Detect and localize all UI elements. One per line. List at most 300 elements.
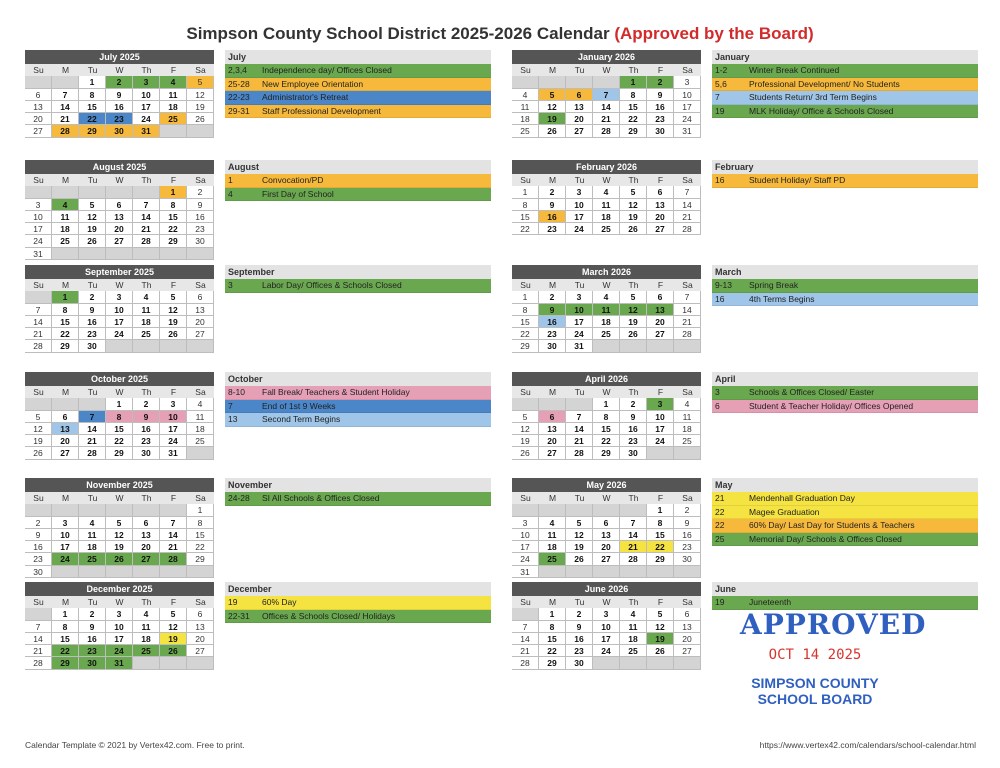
event-row [712,64,978,78]
empty-cell [620,657,647,669]
empty-cell [620,340,647,352]
day-cell: 19 [566,541,593,553]
day-cell: 27 [593,553,620,565]
stamp-line-2: SCHOOL BOARD [757,691,873,707]
weekday-label: Tu [79,279,106,291]
day-cell: 19 [539,113,566,125]
day-cell: 3 [133,76,160,88]
day-cell: 12 [539,101,566,113]
event-row [225,91,491,105]
empty-cell [160,566,187,578]
month-events [712,160,978,188]
day-cell: 21 [25,645,52,657]
day-cell: 15 [106,423,133,435]
day-cell: 30 [79,657,106,669]
day-cell: 27 [133,553,160,565]
month-calendar [512,265,701,353]
day-cell: 27 [647,223,674,235]
month-events [225,582,491,623]
day-cell: 27 [566,125,593,137]
weekday-label: F [160,386,187,398]
event-row [712,105,978,119]
weekday-label: Sa [674,279,701,291]
empty-cell [79,186,106,198]
day-cell: 27 [25,125,52,137]
day-cell: 28 [512,657,539,669]
weekday-label: Su [25,596,52,608]
day-cell: 7 [674,186,701,198]
events-month-heading: April [712,372,978,386]
month-calendar [25,582,214,670]
stamp-word: APPROVED [740,608,927,641]
empty-cell [106,248,133,260]
day-cell: 10 [25,211,52,223]
day-cell: 14 [674,199,701,211]
empty-cell [674,447,701,459]
empty-cell [133,186,160,198]
day-cell: 9 [79,304,106,316]
month-calendar [25,372,214,460]
day-cell: 22 [187,541,214,553]
weekday-label: W [106,174,133,186]
day-cell: 16 [539,316,566,328]
weekday-label: Th [620,64,647,76]
day-cell: 19 [620,316,647,328]
day-cell: 17 [674,101,701,113]
title-text: Simpson County School District 2025-2026 Calendar [186,24,610,43]
day-cell: 27 [106,235,133,247]
day-cell: 10 [566,304,593,316]
day-cell: 9 [539,304,566,316]
day-cell: 19 [106,541,133,553]
weekday-label: Tu [566,386,593,398]
day-cell: 27 [52,447,79,459]
day-cell: 16 [620,423,647,435]
day-cell: 18 [133,633,160,645]
day-cell: 20 [106,223,133,235]
day-cell: 1 [647,504,674,516]
weekday-label: Su [512,492,539,504]
day-cell: 21 [566,435,593,447]
empty-cell [52,398,79,410]
weekday-label: Sa [187,386,214,398]
day-cell: 26 [106,553,133,565]
day-cell: 22 [539,645,566,657]
day-cell: 14 [674,304,701,316]
day-cell: 6 [25,89,52,101]
empty-cell [79,248,106,260]
day-cell: 26 [620,328,647,340]
day-cell: 6 [106,199,133,211]
stamp-date: OCT 14 2025 [768,647,862,663]
day-cell: 15 [52,316,79,328]
month-title: June 2026 [512,582,701,596]
month-events [225,265,491,293]
month-title: January 2026 [512,50,701,64]
weekday-label: W [106,492,133,504]
weekday-label: W [593,492,620,504]
day-cell: 15 [79,101,106,113]
day-cell: 10 [566,199,593,211]
day-cell: 21 [52,113,79,125]
day-cell: 24 [566,223,593,235]
day-grid [512,186,701,235]
day-cell: 7 [25,304,52,316]
weekday-label: Sa [674,64,701,76]
weekday-label: Th [620,279,647,291]
day-cell: 13 [187,621,214,633]
empty-cell [539,504,566,516]
weekday-label: M [52,386,79,398]
weekday-label: W [593,596,620,608]
day-cell: 30 [647,125,674,137]
day-cell: 8 [647,517,674,529]
empty-cell [25,291,52,303]
event-dates: 19 [715,105,725,116]
weekday-label: M [539,492,566,504]
weekday-label: Tu [566,492,593,504]
event-dates: 22 [715,520,725,530]
day-cell: 6 [647,291,674,303]
event-dates: 22-23 [228,92,250,102]
day-cell: 3 [674,76,701,88]
day-cell: 15 [512,316,539,328]
events-month-heading: August [225,160,491,174]
day-cell: 18 [674,423,701,435]
day-cell: 6 [133,517,160,529]
event-row [225,174,491,188]
day-cell: 28 [620,553,647,565]
day-cell: 13 [647,304,674,316]
day-cell: 30 [674,553,701,565]
event-row [225,105,491,119]
events-month-heading: October [225,372,491,386]
day-cell: 14 [79,423,106,435]
day-cell: 16 [566,633,593,645]
day-cell: 1 [79,76,106,88]
day-cell: 14 [25,316,52,328]
day-cell: 28 [52,125,79,137]
day-cell: 2 [539,186,566,198]
empty-cell [25,186,52,198]
weekday-label: Th [620,596,647,608]
event-row [225,78,491,92]
weekday-label: F [647,386,674,398]
day-cell: 1 [593,398,620,410]
day-cell: 9 [106,89,133,101]
empty-cell [674,340,701,352]
day-cell: 17 [160,423,187,435]
footer-link[interactable]: https://www.vertex42.com/calendars/school-calendar.html [759,740,976,750]
day-cell: 2 [187,186,214,198]
event-text: Professional Development/ No Students [749,78,900,89]
day-cell: 29 [512,340,539,352]
event-dates: 22-31 [228,610,250,621]
day-cell: 18 [133,316,160,328]
day-cell: 31 [512,566,539,578]
weekday-label: W [593,64,620,76]
weekday-label: Th [620,174,647,186]
day-cell: 7 [593,89,620,101]
empty-cell [106,186,133,198]
day-cell: 13 [106,211,133,223]
weekday-label: F [647,492,674,504]
day-cell: 17 [133,101,160,113]
empty-cell [133,340,160,352]
day-cell: 7 [79,411,106,423]
day-cell: 23 [106,113,133,125]
event-text: MLK Holiday/ Office & Schools Closed [749,105,894,116]
day-cell: 12 [160,621,187,633]
day-cell: 10 [133,89,160,101]
weekday-header [512,64,701,76]
day-cell: 10 [52,529,79,541]
event-text: 60% Day [262,597,297,607]
weekday-label: Tu [79,386,106,398]
empty-cell [160,340,187,352]
empty-cell [187,248,214,260]
empty-cell [79,504,106,516]
weekday-label: M [539,596,566,608]
day-grid [25,291,214,352]
event-dates: 9-13 [715,280,733,290]
day-cell: 21 [512,645,539,657]
day-cell: 1 [106,398,133,410]
weekday-label: Tu [79,492,106,504]
empty-cell [133,248,160,260]
day-cell: 1 [620,76,647,88]
events-month-heading: March [712,265,978,279]
day-cell: 8 [187,517,214,529]
day-cell: 30 [187,235,214,247]
day-cell: 18 [593,316,620,328]
weekday-label: M [539,279,566,291]
day-cell: 22 [106,435,133,447]
weekday-label: Th [133,596,160,608]
day-cell: 5 [512,411,539,423]
weekday-label: Sa [187,492,214,504]
day-cell: 18 [187,423,214,435]
weekday-label: M [52,596,79,608]
events-month-heading: February [712,160,978,174]
day-cell: 13 [647,199,674,211]
day-cell: 2 [566,608,593,620]
month-calendar [25,265,214,353]
event-text: Juneteenth [749,597,792,607]
empty-cell [539,398,566,410]
day-cell: 3 [160,398,187,410]
day-cell: 4 [512,89,539,101]
event-dates: 4 [228,188,233,199]
day-cell: 23 [620,435,647,447]
event-dates: 3 [228,280,233,290]
weekday-label: Sa [674,174,701,186]
empty-cell [133,657,160,669]
weekday-label: Th [133,64,160,76]
day-cell: 6 [539,411,566,423]
event-row [712,78,978,92]
day-cell: 25 [674,435,701,447]
day-cell: 22 [52,645,79,657]
day-cell: 2 [106,76,133,88]
day-cell: 8 [79,89,106,101]
day-cell: 8 [512,199,539,211]
event-dates: 1 [228,175,233,185]
day-cell: 13 [187,304,214,316]
empty-cell [52,566,79,578]
empty-cell [647,447,674,459]
day-cell: 19 [79,223,106,235]
day-cell: 28 [79,447,106,459]
day-cell: 17 [593,633,620,645]
day-cell: 11 [539,529,566,541]
day-cell: 6 [647,186,674,198]
day-cell: 4 [620,608,647,620]
day-grid [25,186,214,260]
event-text: Spring Break [749,280,799,290]
month-calendar [25,160,214,260]
day-cell: 11 [133,621,160,633]
day-cell: 3 [512,517,539,529]
weekday-label: Th [620,386,647,398]
month-calendar [512,50,701,138]
day-cell: 12 [647,621,674,633]
day-cell: 2 [79,608,106,620]
day-cell: 21 [674,316,701,328]
day-cell: 17 [512,541,539,553]
day-cell: 14 [620,529,647,541]
day-cell: 27 [187,328,214,340]
day-cell: 4 [52,199,79,211]
weekday-label: W [106,279,133,291]
event-row [225,413,491,427]
day-cell: 8 [106,411,133,423]
empty-cell [160,504,187,516]
day-cell: 21 [160,541,187,553]
day-cell: 4 [593,186,620,198]
event-row [712,533,978,547]
day-cell: 21 [133,223,160,235]
day-cell: 31 [160,447,187,459]
weekday-label: M [539,64,566,76]
empty-cell [593,566,620,578]
event-row [712,91,978,105]
empty-cell [133,566,160,578]
weekday-header [512,279,701,291]
event-dates: 3 [715,387,720,397]
event-row [712,492,978,506]
event-text: Convocation/PD [262,175,324,185]
day-cell: 2 [674,504,701,516]
day-cell: 25 [539,553,566,565]
empty-cell [160,657,187,669]
event-row [225,188,491,202]
month-events [225,478,491,506]
day-grid [25,504,214,578]
day-cell: 23 [539,328,566,340]
day-cell: 19 [620,211,647,223]
month-calendar [512,478,701,578]
day-cell: 3 [647,398,674,410]
day-cell: 7 [512,621,539,633]
day-cell: 30 [79,340,106,352]
day-cell: 19 [187,101,214,113]
weekday-label: F [160,64,187,76]
month-events [225,372,491,427]
day-cell: 2 [647,76,674,88]
day-cell: 9 [674,517,701,529]
event-row [225,279,491,293]
day-cell: 29 [647,553,674,565]
month-title: November 2025 [25,478,214,492]
day-cell: 5 [79,199,106,211]
day-cell: 23 [79,328,106,340]
day-cell: 11 [593,304,620,316]
weekday-label: M [52,279,79,291]
empty-cell [566,398,593,410]
day-cell: 31 [133,125,160,137]
events-month-heading: September [225,265,491,279]
day-cell: 3 [106,291,133,303]
day-cell: 11 [52,211,79,223]
month-calendar [512,582,701,670]
month-title: July 2025 [25,50,214,64]
empty-cell [674,566,701,578]
day-cell: 6 [674,608,701,620]
month-title: February 2026 [512,160,701,174]
empty-cell [106,566,133,578]
month-events [712,372,978,413]
day-cell: 16 [647,101,674,113]
day-cell: 18 [620,633,647,645]
day-cell: 1 [52,291,79,303]
empty-cell [187,340,214,352]
title-note: (Approved by the Board) [614,24,814,43]
month-title: May 2026 [512,478,701,492]
day-cell: 18 [539,541,566,553]
event-text: Student Holiday/ Staff PD [749,175,846,185]
day-cell: 19 [512,435,539,447]
day-cell: 13 [674,621,701,633]
weekday-label: Tu [566,279,593,291]
day-cell: 3 [106,608,133,620]
day-cell: 4 [160,76,187,88]
day-cell: 24 [133,113,160,125]
event-text: First Day of School [262,188,334,199]
event-dates: 19 [228,597,238,607]
day-cell: 8 [539,621,566,633]
weekday-label: Sa [187,596,214,608]
day-cell: 25 [160,113,187,125]
event-text: Mendenhall Graduation Day [749,493,855,503]
day-cell: 17 [647,423,674,435]
day-cell: 13 [52,423,79,435]
day-cell: 1 [539,608,566,620]
day-cell: 26 [512,447,539,459]
day-cell: 19 [25,435,52,447]
day-cell: 5 [566,517,593,529]
weekday-label: Tu [79,64,106,76]
event-text: End of 1st 9 Weeks [262,400,336,411]
empty-cell [593,504,620,516]
day-cell: 26 [647,645,674,657]
event-dates: 1-2 [715,65,728,75]
event-text: Staff Professional Development [262,105,381,116]
month-title: December 2025 [25,582,214,596]
empty-cell [187,566,214,578]
approval-stamp [740,608,927,707]
event-row [225,64,491,78]
